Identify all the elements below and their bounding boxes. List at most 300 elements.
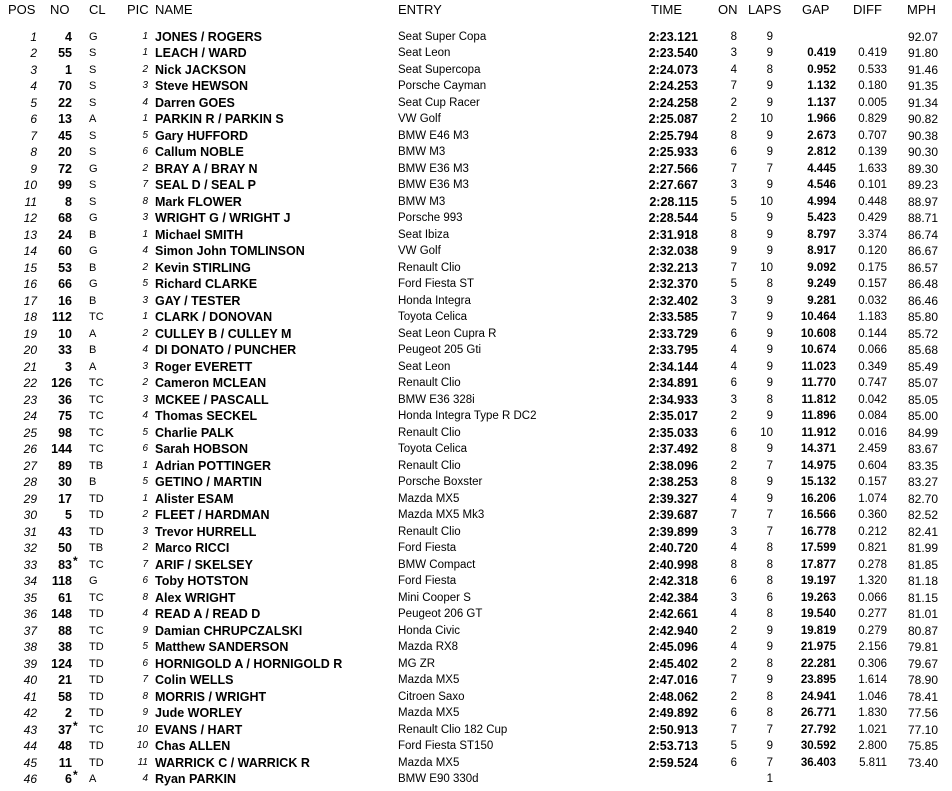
cell-no: 4 xyxy=(65,29,72,44)
cell-mph: 85.72 xyxy=(907,326,938,341)
cell-mph: 78.90 xyxy=(907,673,938,687)
cell-no: 50 xyxy=(58,541,72,555)
cell-gap: 30.592 xyxy=(800,740,836,752)
table-row xyxy=(0,507,952,524)
table-row xyxy=(0,194,952,211)
cell-diff: 0.139 xyxy=(858,146,887,158)
cell-entry: Seat Leon Cupra R xyxy=(398,327,497,340)
cell-gap: 19.540 xyxy=(800,608,836,620)
cell-gap: 11.896 xyxy=(801,410,836,422)
cell-pic: 6 xyxy=(142,443,148,454)
cell-name: Ryan PARKIN xyxy=(155,772,237,786)
cell-no: 112 xyxy=(51,310,72,324)
cell-on: 4 xyxy=(730,344,737,356)
cell-pos: 30 xyxy=(23,508,37,522)
cell-time: 2:42.940 xyxy=(648,623,698,638)
cell-mph: 81.18 xyxy=(907,574,938,588)
cell-laps: 10 xyxy=(760,113,773,125)
cell-time: 2:25.087 xyxy=(648,112,698,126)
cell-time: 2:32.213 xyxy=(648,260,698,275)
cell-laps: 7 xyxy=(766,509,773,521)
cell-diff: 5.811 xyxy=(859,756,887,769)
cell-cl: S xyxy=(89,129,97,142)
table-row xyxy=(0,425,952,442)
cell-on: 3 xyxy=(730,591,737,604)
cell-laps: 9 xyxy=(766,212,773,224)
cell-diff: 0.429 xyxy=(858,212,887,224)
cell-time: 2:40.998 xyxy=(648,557,698,572)
cell-gap: 10.608 xyxy=(800,327,836,340)
table-row xyxy=(0,177,952,194)
cell-no: 89 xyxy=(58,458,72,473)
cell-laps: 9 xyxy=(766,47,773,59)
cell-pos: 5 xyxy=(30,95,37,110)
cell-gap: 14.975 xyxy=(800,459,836,472)
table-row xyxy=(0,326,952,343)
cell-no: 124 xyxy=(51,656,72,671)
cell-name: Sarah HOBSON xyxy=(155,442,249,456)
cell-on: 5 xyxy=(730,740,737,752)
cell-on: 6 xyxy=(730,146,737,158)
cell-pos: 27 xyxy=(23,458,37,473)
cell-diff: 1.633 xyxy=(858,162,887,175)
cell-pos: 24 xyxy=(23,409,37,423)
cell-laps: 8 xyxy=(766,608,773,620)
cell-no: 68 xyxy=(58,211,72,225)
cell-gap: 10.674 xyxy=(800,344,836,356)
cell-pic: 3 xyxy=(142,360,148,372)
cell-cl: TD xyxy=(89,608,104,620)
cell-pic: 1 xyxy=(142,30,148,42)
cell-on: 7 xyxy=(730,311,737,323)
cell-diff: 0.175 xyxy=(858,261,887,274)
cell-time: 2:28.544 xyxy=(648,211,698,225)
cell-laps: 7 xyxy=(766,756,773,769)
table-row xyxy=(0,293,952,310)
cell-on: 8 xyxy=(730,30,737,43)
cell-pos: 36 xyxy=(23,607,37,621)
cell-gap: 5.423 xyxy=(807,212,836,224)
cell-gap: 1.132 xyxy=(807,80,836,92)
cell-pic: 2 xyxy=(142,509,148,520)
cell-mph: 90.38 xyxy=(907,128,938,143)
cell-name: CULLEY B / CULLEY M xyxy=(155,326,292,341)
cell-laps: 10 xyxy=(760,261,773,274)
cell-gap: 4.994 xyxy=(807,195,836,208)
cell-pic: 1 xyxy=(142,113,148,124)
cell-pic: 9 xyxy=(142,624,148,636)
cell-entry: BMW E90 330d xyxy=(398,773,479,785)
cell-no: 60 xyxy=(58,244,72,258)
cell-pos: 39 xyxy=(23,656,37,671)
cell-cl: S xyxy=(89,96,97,109)
table-row xyxy=(0,656,952,673)
cell-no: 45 xyxy=(58,128,72,143)
cell-no: 37 xyxy=(58,722,72,737)
cell-name: Cameron MCLEAN xyxy=(155,376,267,390)
cell-gap: 15.132 xyxy=(800,476,836,488)
cell-time: 2:24.253 xyxy=(648,79,698,93)
cell-no: 11 xyxy=(58,755,72,770)
cell-mph: 77.56 xyxy=(907,706,938,720)
cell-on: 9 xyxy=(730,245,737,257)
cell-name: GAY / TESTER xyxy=(155,293,241,308)
cell-gap: 19.819 xyxy=(800,624,836,637)
cell-pos: 42 xyxy=(23,706,37,720)
cell-name: Roger EVERETT xyxy=(155,359,253,374)
cell-laps: 1 xyxy=(766,773,773,785)
cell-name: PARKIN R / PARKIN S xyxy=(155,112,284,126)
cell-time: 2:28.115 xyxy=(649,194,698,209)
cell-time: 2:33.585 xyxy=(648,310,698,324)
header-mph: MPH xyxy=(907,2,936,17)
cell-no: 43 xyxy=(58,524,72,539)
cell-name: Richard CLARKE xyxy=(155,277,258,291)
cell-cl: TC xyxy=(89,443,104,455)
table-row xyxy=(0,260,952,277)
cell-cl: A xyxy=(89,360,97,373)
cell-time: 2:24.073 xyxy=(648,62,698,77)
cell-cl: S xyxy=(89,80,97,92)
cell-mph: 81.99 xyxy=(907,541,938,555)
cell-laps: 8 xyxy=(766,575,773,587)
cell-pic: 2 xyxy=(142,377,148,388)
cell-pic: 4 xyxy=(142,344,148,355)
cell-gap: 23.895 xyxy=(800,674,836,686)
cell-laps: 9 xyxy=(766,360,773,373)
cell-cl: S xyxy=(89,179,97,191)
table-row xyxy=(0,78,952,95)
cell-cl: TD xyxy=(89,492,104,505)
table-row xyxy=(0,553,952,574)
header-no: NO xyxy=(50,2,70,17)
cell-cl: TD xyxy=(89,740,104,752)
cell-time: 2:27.667 xyxy=(648,178,698,192)
cell-gap: 24.941 xyxy=(800,690,836,703)
cell-cl: B xyxy=(89,344,97,356)
cell-laps: 9 xyxy=(766,30,773,43)
cell-diff: 1.021 xyxy=(858,723,887,736)
cell-pos: 26 xyxy=(23,442,37,456)
cell-no: 48 xyxy=(58,739,72,753)
cell-on: 4 xyxy=(730,608,737,620)
cell-on: 2 xyxy=(730,624,737,637)
cell-name: Darren GOES xyxy=(155,95,235,110)
cell-laps: 8 xyxy=(766,558,773,571)
cell-diff: 0.279 xyxy=(858,624,887,637)
cell-diff: 0.360 xyxy=(858,509,887,521)
cell-pos: 10 xyxy=(23,178,37,192)
cell-pos: 7 xyxy=(30,128,37,143)
cell-cl: TC xyxy=(89,426,104,439)
cell-diff: 0.066 xyxy=(858,344,887,356)
cell-laps: 9 xyxy=(766,624,773,637)
cell-name: JONES / ROGERS xyxy=(155,29,262,44)
cell-cl: S xyxy=(89,63,97,76)
cell-on: 5 xyxy=(730,278,737,290)
cell-pic: 2 xyxy=(142,542,148,553)
cell-mph: 77.10 xyxy=(907,722,938,737)
cell-on: 8 xyxy=(730,558,737,571)
cell-no: 58 xyxy=(58,689,72,704)
cell-pos: 1 xyxy=(30,29,37,44)
cell-name: Mark FLOWER xyxy=(155,194,242,209)
cell-no: 1 xyxy=(65,62,72,77)
table-row xyxy=(0,524,952,541)
cell-diff: 0.707 xyxy=(858,129,887,142)
cell-no: 30 xyxy=(58,475,72,489)
cell-pos: 40 xyxy=(23,673,37,687)
cell-laps: 9 xyxy=(766,476,773,488)
cell-laps: 9 xyxy=(766,129,773,142)
cell-entry: Mazda MX5 xyxy=(398,707,460,719)
cell-no: 3 xyxy=(65,359,72,374)
cell-entry: Porsche 993 xyxy=(398,212,463,224)
cell-time: 2:48.062 xyxy=(648,689,698,704)
cell-no: 16 xyxy=(58,293,72,308)
cell-laps: 9 xyxy=(766,311,773,323)
cell-on: 7 xyxy=(730,261,737,274)
cell-entry: VW Golf xyxy=(398,245,441,257)
cell-no: 75 xyxy=(58,409,72,423)
cell-no: 36 xyxy=(58,392,72,407)
cell-entry: Seat Cup Racer xyxy=(398,96,480,109)
cell-no: 38 xyxy=(58,640,72,654)
cell-cl: S xyxy=(89,47,97,59)
cell-mph: 85.05 xyxy=(907,392,938,407)
cell-time: 2:39.687 xyxy=(648,508,698,522)
cell-pic: 7 xyxy=(142,674,148,685)
cell-mph: 79.67 xyxy=(907,656,938,671)
cell-no: 20 xyxy=(58,145,72,159)
cell-diff: 0.419 xyxy=(858,47,887,59)
cell-name: Chas ALLEN xyxy=(155,739,231,753)
cell-gap: 17.599 xyxy=(800,542,836,554)
cell-no: 148 xyxy=(51,607,72,621)
cell-pic: 11 xyxy=(137,756,148,768)
cell-laps: 9 xyxy=(766,179,773,191)
cell-laps: 7 xyxy=(766,525,773,538)
cell-pic: 4 xyxy=(142,245,148,256)
cell-diff: 3.374 xyxy=(858,228,887,241)
cell-pic: 6 xyxy=(142,575,148,586)
cell-time: 2:39.899 xyxy=(648,524,698,539)
cell-mph: 81.01 xyxy=(907,607,938,621)
cell-diff: 1.183 xyxy=(858,311,887,323)
cell-laps: 9 xyxy=(766,344,773,356)
table-row xyxy=(0,606,952,623)
cell-name: Alex WRIGHT xyxy=(155,590,236,605)
cell-pic: 5 xyxy=(142,641,148,652)
cell-cl: G xyxy=(89,575,98,587)
cell-diff: 0.212 xyxy=(858,525,887,538)
cell-mph: 88.71 xyxy=(907,211,938,225)
cell-time: 2:33.729 xyxy=(648,326,698,341)
cell-cl: TC xyxy=(89,558,104,571)
cell-time: 2:59.524 xyxy=(648,755,698,770)
cell-entry: Ford Fiesta ST150 xyxy=(398,740,494,752)
cell-pos: 28 xyxy=(23,475,37,489)
table-row xyxy=(0,408,952,425)
cell-diff: 0.277 xyxy=(858,608,887,620)
cell-no: 17 xyxy=(58,491,72,506)
cell-mph: 82.41 xyxy=(907,524,938,539)
cell-entry: MG ZR xyxy=(398,657,436,670)
cell-name: Damian CHRUPCZALSKI xyxy=(155,623,303,638)
cell-pos: 35 xyxy=(23,590,37,605)
cell-diff: 2.459 xyxy=(858,443,887,455)
cell-on: 7 xyxy=(730,723,737,736)
cell-pic: 5 xyxy=(142,129,148,141)
cell-diff: 0.066 xyxy=(858,591,887,604)
table-row xyxy=(0,29,952,46)
cell-name: Charlie PALK xyxy=(155,425,234,440)
cell-diff: 1.830 xyxy=(858,707,887,719)
cell-pic: 5 xyxy=(142,426,148,438)
cell-pos: 11 xyxy=(24,194,37,209)
cell-laps: 8 xyxy=(766,657,773,670)
cell-gap: 0.952 xyxy=(807,63,836,76)
cell-cl: B xyxy=(89,294,97,307)
cell-diff: 0.005 xyxy=(858,96,887,109)
cell-pos: 13 xyxy=(23,227,37,242)
cell-name: ARIF / SKELSEY xyxy=(155,557,253,572)
table-row xyxy=(0,45,952,62)
cell-laps: 7 xyxy=(766,459,773,472)
cell-on: 6 xyxy=(730,377,737,389)
cell-cl: A xyxy=(89,113,97,125)
cell-mph: 89.30 xyxy=(907,161,938,176)
cell-name: Kevin STIRLING xyxy=(155,260,251,275)
cell-cl: TC xyxy=(89,311,104,323)
cell-entry: Mazda MX5 xyxy=(398,674,460,686)
cell-laps: 7 xyxy=(766,162,773,175)
cell-time: 2:32.370 xyxy=(648,277,698,291)
cell-name: Adrian POTTINGER xyxy=(155,458,271,473)
cell-mph: 83.67 xyxy=(907,442,938,456)
table-row xyxy=(0,458,952,475)
cell-name: SEAL D / SEAL P xyxy=(155,178,256,192)
cell-on: 4 xyxy=(730,542,737,554)
cell-mph: 73.40 xyxy=(907,755,938,770)
cell-pos: 12 xyxy=(23,211,37,225)
table-row xyxy=(0,375,952,392)
cell-pos: 25 xyxy=(23,425,37,440)
cell-name: Marco RICCI xyxy=(155,541,230,555)
cell-diff: 0.120 xyxy=(858,245,887,257)
cell-time: 2:45.096 xyxy=(648,640,698,654)
cell-gap: 9.249 xyxy=(807,278,836,290)
cell-no: 8 xyxy=(65,194,72,209)
cell-no: 53 xyxy=(58,260,72,275)
cell-mph: 85.49 xyxy=(907,359,938,374)
cell-mph: 91.46 xyxy=(907,62,938,77)
cell-entry: BMW M3 xyxy=(398,146,446,158)
cell-entry: Renault Clio xyxy=(398,459,461,472)
cell-pos: 21 xyxy=(23,359,37,374)
cell-name: Matthew SANDERSON xyxy=(155,640,289,654)
cell-pic: 8 xyxy=(142,690,148,702)
cell-diff: 0.448 xyxy=(858,195,887,208)
cell-laps: 9 xyxy=(766,410,773,422)
cell-pic: 3 xyxy=(142,212,148,223)
cell-name: MCKEE / PASCALL xyxy=(155,392,269,407)
cell-gap: 26.771 xyxy=(800,707,836,719)
cell-pic: 4 xyxy=(142,608,148,619)
cell-laps: 9 xyxy=(766,294,773,307)
cell-name: CLARK / DONOVAN xyxy=(155,310,273,324)
cell-no: 24 xyxy=(58,227,72,242)
cell-gap: 27.792 xyxy=(800,723,836,736)
cell-gap: 4.445 xyxy=(807,162,836,175)
cell-on: 7 xyxy=(730,674,737,686)
cell-on: 6 xyxy=(730,426,737,439)
cell-entry: Seat Supercopa xyxy=(398,63,481,76)
cell-gap: 0.419 xyxy=(807,47,836,59)
table-row xyxy=(0,768,952,788)
cell-diff: 2.800 xyxy=(858,740,887,752)
cell-on: 7 xyxy=(730,80,737,92)
cell-name: Gary HUFFORD xyxy=(155,128,249,143)
cell-laps: 9 xyxy=(766,245,773,257)
cell-entry: Mazda MX5 xyxy=(398,492,460,505)
cell-pic: 5 xyxy=(142,476,148,487)
header-laps: LAPS xyxy=(748,2,782,17)
table-row xyxy=(0,689,952,706)
cell-laps: 9 xyxy=(766,80,773,92)
table-row xyxy=(0,276,952,293)
cell-cl: B xyxy=(89,228,97,241)
cell-time: 2:34.933 xyxy=(648,392,698,407)
cell-pos: 17 xyxy=(23,293,37,308)
cell-entry: Mazda MX5 xyxy=(398,756,460,769)
table-row xyxy=(0,342,952,359)
cell-on: 8 xyxy=(730,443,737,455)
cell-diff: 0.278 xyxy=(858,558,887,571)
cell-cl: TD xyxy=(89,657,104,670)
cell-entry: Seat Leon xyxy=(398,360,451,373)
cell-diff: 0.101 xyxy=(858,179,887,191)
cell-entry: BMW E36 M3 xyxy=(398,179,469,191)
cell-on: 6 xyxy=(730,575,737,587)
header-time: TIME xyxy=(651,2,683,17)
cell-diff: 0.349 xyxy=(858,360,887,373)
cell-mph: 86.67 xyxy=(907,244,938,258)
table-row xyxy=(0,540,952,557)
cell-entry: BMW E46 M3 xyxy=(398,129,469,142)
cell-cl: G xyxy=(89,212,98,224)
cell-cl: TD xyxy=(89,690,104,703)
cell-diff: 0.821 xyxy=(858,542,887,554)
table-row xyxy=(0,210,952,227)
cell-pos: 20 xyxy=(23,343,37,357)
cell-name: HORNIGOLD A / HORNIGOLD R xyxy=(155,656,343,671)
cell-time: 2:49.892 xyxy=(648,706,698,720)
cell-diff: 0.157 xyxy=(858,476,887,488)
cell-gap: 14.371 xyxy=(800,443,836,455)
cell-mph: 90.82 xyxy=(907,112,938,126)
cell-no: 61 xyxy=(58,590,72,605)
cell-time: 2:34.891 xyxy=(648,376,698,390)
cell-time: 2:53.713 xyxy=(648,739,698,753)
cell-gap: 21.975 xyxy=(800,641,836,653)
table-row xyxy=(0,161,952,178)
cell-cl: G xyxy=(89,30,98,43)
cell-laps: 8 xyxy=(766,542,773,554)
cell-on: 5 xyxy=(730,195,737,208)
cell-mph: 83.35 xyxy=(907,458,938,473)
cell-gap: 19.197 xyxy=(800,575,836,587)
